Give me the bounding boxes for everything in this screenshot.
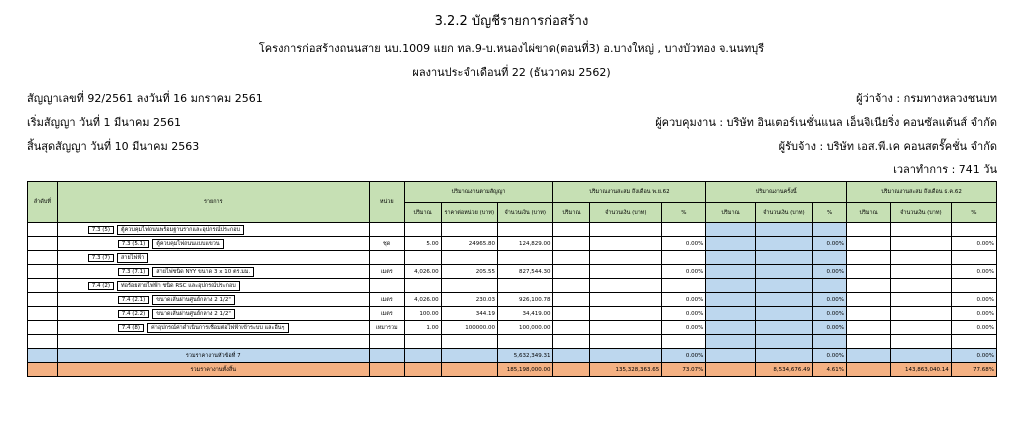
row-unit-price — [441, 223, 497, 237]
row-amount: 34,419.00 — [498, 307, 553, 321]
row-amount: 827,544.30 — [498, 265, 553, 279]
col-cum-pct: % — [951, 203, 996, 223]
row-cum-pct — [951, 223, 996, 237]
row-qty: 100.00 — [404, 307, 441, 321]
row-desc: ท่อร้อยสายไฟฟ้า ชนิด RSC และอุปกรณ์ประกอบ — [117, 281, 240, 291]
row-prev-pct: 0.00% — [662, 321, 706, 335]
row-unit-price — [441, 279, 497, 293]
empty-cell — [553, 237, 590, 251]
empty-cell — [847, 237, 891, 251]
row-code: 7.4 (8) — [118, 324, 144, 332]
subtotal-curr-pct: 0.00% — [813, 349, 847, 363]
row-desc: สายไฟฟ้า — [117, 253, 148, 263]
contract-number: สัญญาเลขที่ 92/2561 ลงวันที่ 16 มกราคม 2561 — [27, 92, 263, 105]
total-curr-pct: 4.61% — [813, 363, 847, 377]
empty-cell — [706, 293, 755, 307]
empty-cell — [706, 321, 755, 335]
contract-end: สิ้นสุดสัญญา วันที่ 10 มีนาคม 2563 — [27, 140, 200, 153]
empty-cell — [755, 307, 812, 321]
total-cum-pct: 77.68% — [951, 363, 996, 377]
row-unit-price — [441, 251, 497, 265]
row-qty: 5.00 — [404, 237, 441, 251]
row-curr-pct — [813, 251, 847, 265]
empty-cell — [755, 237, 812, 251]
table-row — [28, 265, 997, 279]
row-curr-pct — [813, 279, 847, 293]
empty-cell — [28, 279, 58, 293]
row-amount — [498, 223, 553, 237]
row-prev-pct: 0.00% — [662, 307, 706, 321]
empty-cell — [755, 223, 812, 237]
row-qty — [404, 251, 441, 265]
table-row — [28, 307, 997, 321]
row-unit — [369, 251, 404, 265]
empty-cell — [28, 293, 58, 307]
empty-cell — [28, 265, 58, 279]
empty-cell — [590, 307, 662, 321]
row-qty: 4,026.00 — [404, 265, 441, 279]
empty-cell — [755, 251, 812, 265]
total-prev-amount: 135,328,363.65 — [590, 363, 662, 377]
row-qty: 4,026.00 — [404, 293, 441, 307]
empty-cell — [706, 223, 755, 237]
col-prev-pct: % — [662, 203, 706, 223]
subtotal-prev-pct: 0.00% — [662, 349, 706, 363]
contract-start: เริ่มสัญญา วันที่ 1 มีนาคม 2561 — [27, 116, 182, 129]
total-label: รวมราคางานทั้งสิ้น — [57, 363, 369, 377]
col-amount: จำนวนเงิน (บาท) — [498, 203, 553, 223]
empty-cell — [891, 279, 952, 293]
empty-cell — [590, 321, 662, 335]
subtotal-cum-pct: 0.00% — [951, 349, 996, 363]
col-unit: หน่วย — [369, 182, 404, 223]
total-amount: 185,198,000.00 — [498, 363, 553, 377]
row-amount: 926,100.78 — [498, 293, 553, 307]
empty-cell — [590, 279, 662, 293]
row-unit-price: 24965.80 — [441, 237, 497, 251]
table-row — [28, 321, 997, 335]
table-row — [28, 293, 997, 307]
col-item: รายการ — [57, 182, 369, 223]
col-group-previous: ปริมาณงานสะสม ถึงเดือน พ.ย.62 — [553, 182, 706, 203]
subtotal-label: รวมราคางานหัวข้อที่ 7 — [57, 349, 369, 363]
row-item — [57, 307, 369, 321]
row-curr-pct: 0.00% — [813, 265, 847, 279]
col-curr-pct: % — [813, 203, 847, 223]
empty-cell — [891, 293, 952, 307]
col-prev-qty: ปริมาณ — [553, 203, 590, 223]
empty-cell — [553, 293, 590, 307]
col-unit-price: ราคาต่อหน่วย (บาท) — [441, 203, 497, 223]
table-header-row — [28, 182, 997, 203]
empty-cell — [891, 223, 952, 237]
empty-cell — [891, 265, 952, 279]
row-unit-price: 100000.00 — [441, 321, 497, 335]
empty-cell — [553, 251, 590, 265]
row-code: 7.4 (2.2) — [118, 310, 150, 318]
col-prev-amount: จำนวนเงิน (บาท) — [590, 203, 662, 223]
row-unit: เมตร — [369, 307, 404, 321]
construction-items-table — [27, 181, 997, 377]
row-cum-pct: 0.00% — [951, 321, 996, 335]
row-curr-pct: 0.00% — [813, 321, 847, 335]
empty-cell — [553, 223, 590, 237]
row-item — [57, 265, 369, 279]
col-curr-qty: ปริมาณ — [706, 203, 755, 223]
empty-cell — [28, 321, 58, 335]
empty-cell — [553, 321, 590, 335]
row-unit — [369, 223, 404, 237]
row-unit: เมตร — [369, 293, 404, 307]
row-cum-pct — [951, 251, 996, 265]
row-desc: ตู้ควบคุมไฟถนนพร้อมฐานรากและอุปกรณ์ประกอบ — [117, 225, 244, 235]
empty-cell — [28, 223, 58, 237]
col-group-current: ปริมาณงานครั้งนี้ — [706, 182, 847, 203]
row-prev-pct — [662, 251, 706, 265]
empty-cell — [706, 265, 755, 279]
row-desc: สายไฟชนิด NYY ขนาด 3 x 10 ตร.มม. — [152, 267, 254, 277]
row-item — [57, 293, 369, 307]
row-qty — [404, 223, 441, 237]
row-prev-pct: 0.00% — [662, 293, 706, 307]
empty-cell — [847, 307, 891, 321]
row-unit-price: 344.19 — [441, 307, 497, 321]
total-row — [28, 363, 997, 377]
col-cum-qty: ปริมาณ — [847, 203, 891, 223]
row-code: 7.3 (7.1) — [118, 268, 150, 276]
subtotal-amount: 5,632,349.31 — [498, 349, 553, 363]
employer: ผู้ว่าจ้าง : กรมทางหลวงชนบท — [856, 92, 997, 105]
empty-cell — [847, 279, 891, 293]
row-cum-pct: 0.00% — [951, 237, 996, 251]
col-no: ลำดับที่ — [28, 182, 58, 223]
empty-cell — [590, 293, 662, 307]
report-period: ผลงานประจำเดือนที่ 22 (ธันวาคม 2562) — [412, 66, 611, 79]
empty-cell — [28, 251, 58, 265]
row-prev-pct: 0.00% — [662, 237, 706, 251]
empty-cell — [28, 237, 58, 251]
table-row — [28, 279, 997, 293]
row-amount: 100,000.00 — [498, 321, 553, 335]
empty-cell — [755, 321, 812, 335]
empty-cell — [891, 237, 952, 251]
empty-cell — [891, 251, 952, 265]
row-item — [57, 237, 369, 251]
empty-cell — [590, 223, 662, 237]
row-desc: ค่าอุปกรณ์ค่าดำเนินการเชื่อมต่อไฟฟ้าเข้าระบบ และอื่นๆ — [147, 323, 288, 333]
row-unit-price: 205.55 — [441, 265, 497, 279]
col-group-cumulative: ปริมาณงานสะสม ถึงเดือน ธ.ค.62 — [847, 182, 997, 203]
row-item — [57, 321, 369, 335]
row-item — [57, 223, 369, 237]
row-amount — [498, 279, 553, 293]
empty-cell — [590, 265, 662, 279]
empty-cell — [553, 279, 590, 293]
empty-cell — [891, 321, 952, 335]
row-amount: 124,829.00 — [498, 237, 553, 251]
col-cum-amount: จำนวนเงิน (บาท) — [891, 203, 952, 223]
supervisor: ผู้ควบคุมงาน : บริษัท อินเตอร์เนชั่นแนล เอ็นจิเนียริ่ง คอนซัลแต้นส์ จำกัด — [655, 116, 997, 129]
row-code: 7.3 (5.1) — [118, 240, 150, 248]
row-code: 7.3 (5) — [88, 226, 114, 234]
empty-cell — [706, 279, 755, 293]
blank-row — [28, 335, 997, 349]
empty-cell — [755, 293, 812, 307]
empty-cell — [847, 251, 891, 265]
col-group-contract: ปริมาณงานตามสัญญา — [404, 182, 553, 203]
empty-cell — [847, 265, 891, 279]
empty-cell — [590, 251, 662, 265]
row-desc: ตู้ควบคุมไฟถนนแบบแขวน — [152, 239, 223, 249]
row-qty: 1.00 — [404, 321, 441, 335]
row-curr-pct — [813, 223, 847, 237]
row-code: 7.4 (2) — [88, 282, 114, 290]
row-item — [57, 251, 369, 265]
table-row — [28, 237, 997, 251]
col-qty: ปริมาณ — [404, 203, 441, 223]
row-unit-price: 230.03 — [441, 293, 497, 307]
row-prev-pct — [662, 279, 706, 293]
empty-cell — [706, 251, 755, 265]
row-qty — [404, 279, 441, 293]
empty-cell — [553, 307, 590, 321]
table-row — [28, 251, 997, 265]
col-curr-amount: จำนวนเงิน (บาท) — [755, 203, 812, 223]
row-desc: ขนาดเส้นผ่านศูนย์กลาง 2 1/2" — [152, 295, 235, 305]
table-row — [28, 223, 997, 237]
total-curr-amount: 8,534,676.49 — [755, 363, 812, 377]
row-unit: เมตร — [369, 265, 404, 279]
row-prev-pct: 0.00% — [662, 265, 706, 279]
empty-cell — [28, 307, 58, 321]
row-unit: ชุด — [369, 237, 404, 251]
total-cum-amount: 143,863,040.14 — [891, 363, 952, 377]
contractor: ผู้รับจ้าง : บริษัท เอส.พี.เค คอนสตรั๊คชั่น จำกัด — [778, 140, 997, 153]
row-code: 7.3 (7) — [88, 254, 114, 262]
empty-cell — [706, 237, 755, 251]
empty-cell — [891, 307, 952, 321]
row-cum-pct: 0.00% — [951, 307, 996, 321]
empty-cell — [755, 265, 812, 279]
empty-cell — [590, 237, 662, 251]
empty-cell — [847, 223, 891, 237]
row-desc: ขนาดเส้นผ่านศูนย์กลาง 2 1/2" — [152, 309, 235, 319]
row-unit — [369, 279, 404, 293]
work-duration: เวลาทำการ : 741 วัน — [893, 163, 997, 176]
empty-cell — [755, 279, 812, 293]
empty-cell — [847, 321, 891, 335]
row-cum-pct — [951, 279, 996, 293]
empty-cell — [553, 265, 590, 279]
empty-cell — [847, 293, 891, 307]
row-item — [57, 279, 369, 293]
project-title: โครงการก่อสร้างถนนสาย นบ.1009 แยก ทล.9-บ.หนองไผ่ขาด(ตอนที่3) อ.บางใหญ่ , บางบัวทอง จ.นนทบุรี — [258, 42, 765, 55]
empty-cell — [706, 307, 755, 321]
row-cum-pct: 0.00% — [951, 265, 996, 279]
page-title: 3.2.2 บัญชีรายการก่อสร้าง — [434, 14, 589, 29]
total-prev-pct: 73.07% — [662, 363, 706, 377]
subtotal-row — [28, 349, 997, 363]
row-prev-pct — [662, 223, 706, 237]
row-unit: เหมารวม — [369, 321, 404, 335]
row-curr-pct: 0.00% — [813, 307, 847, 321]
row-code: 7.4 (2.1) — [118, 296, 150, 304]
row-curr-pct: 0.00% — [813, 237, 847, 251]
row-amount — [498, 251, 553, 265]
row-curr-pct: 0.00% — [813, 293, 847, 307]
row-cum-pct: 0.00% — [951, 293, 996, 307]
